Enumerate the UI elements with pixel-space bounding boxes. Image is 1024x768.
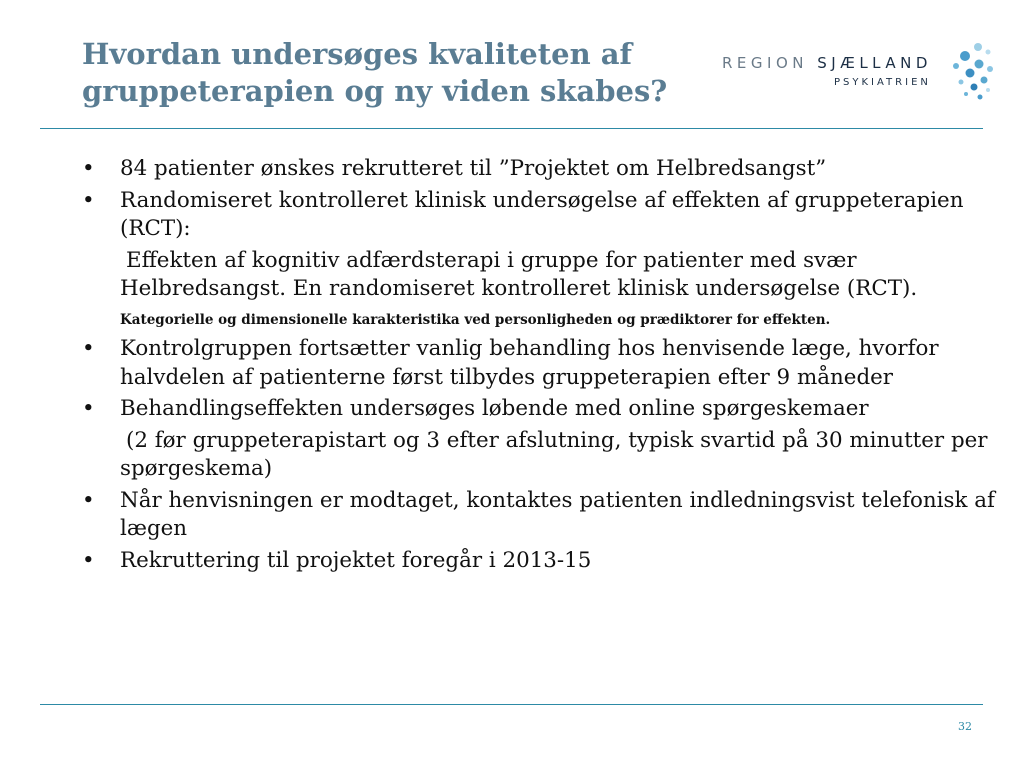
logo-sjaelland: SJÆLLAND — [817, 54, 932, 72]
sub-paragraph — [82, 247, 997, 333]
bullet-item — [82, 547, 997, 576]
slide-title-line1: Hvordan undersøges kvaliteten af — [82, 37, 633, 71]
dots-cluster-icon — [944, 42, 994, 102]
bullet-item — [82, 487, 997, 544]
bullet-icon: • — [82, 487, 95, 513]
header-divider — [40, 128, 983, 129]
footer-divider — [40, 704, 983, 705]
logo-psykiatrien: PSYKIATRIEN — [834, 77, 931, 88]
region-sjaelland-logo — [722, 42, 992, 102]
bullet-icon: • — [82, 156, 95, 181]
sub-paragraph-text: (2 før gruppeterapistart og 3 efter afslutning, typisk svartid på 30 minutter per spørgeskema) — [120, 427, 988, 481]
bullet-item — [82, 155, 997, 184]
bullet-icon: • — [82, 336, 95, 361]
logo-wordmark — [722, 54, 932, 72]
bullet-item — [82, 187, 997, 244]
bullet-text: Rekruttering til projektet foregår i 2013-15 — [120, 547, 592, 573]
bullet-item — [82, 395, 997, 424]
bullet-text: Behandlingseffekten undersøges løbende med online spørgeskemaer — [120, 396, 869, 421]
bullet-item — [82, 335, 997, 392]
slide-title-line2: gruppeterapien og ny viden skabes? — [82, 74, 668, 108]
bullet-text: Randomiseret kontrolleret klinisk undersøgelse af effekten af gruppeterapien (RCT): — [120, 187, 964, 241]
bullet-icon: • — [82, 187, 95, 213]
sub-paragraph-text: Effekten af kognitiv adfærdsterapi i gruppe for patienter med svær Helbredsangst. En randomiseret kontrolleret klinisk undersøgelse (RCT). — [120, 247, 918, 301]
bullet-text: Når henvisningen er modtaget, kontaktes patienten indledningsvist telefonisk af lægen — [120, 487, 995, 541]
bullet-text: Kontrolgruppen fortsætter vanlig behandling hos henvisende læge, hvorfor halvdelen af patienterne først tilbydes gruppeterapien efter 9 måneder — [120, 336, 939, 390]
sub-paragraph-small-text: Kategorielle og dimensionelle karakteristika ved personligheden og prædiktorer for effekten. — [120, 311, 831, 328]
logo-region: REGION — [722, 54, 808, 72]
bullet-icon: • — [82, 547, 95, 573]
slide-title — [82, 36, 722, 110]
bullet-icon: • — [82, 396, 95, 421]
bullet-text: 84 patienter ønskes rekrutteret til ”Projektet om Helbredsangst” — [120, 156, 827, 181]
slide-body — [82, 155, 997, 578]
sub-paragraph — [82, 427, 997, 484]
page-number: 32 — [958, 720, 972, 733]
